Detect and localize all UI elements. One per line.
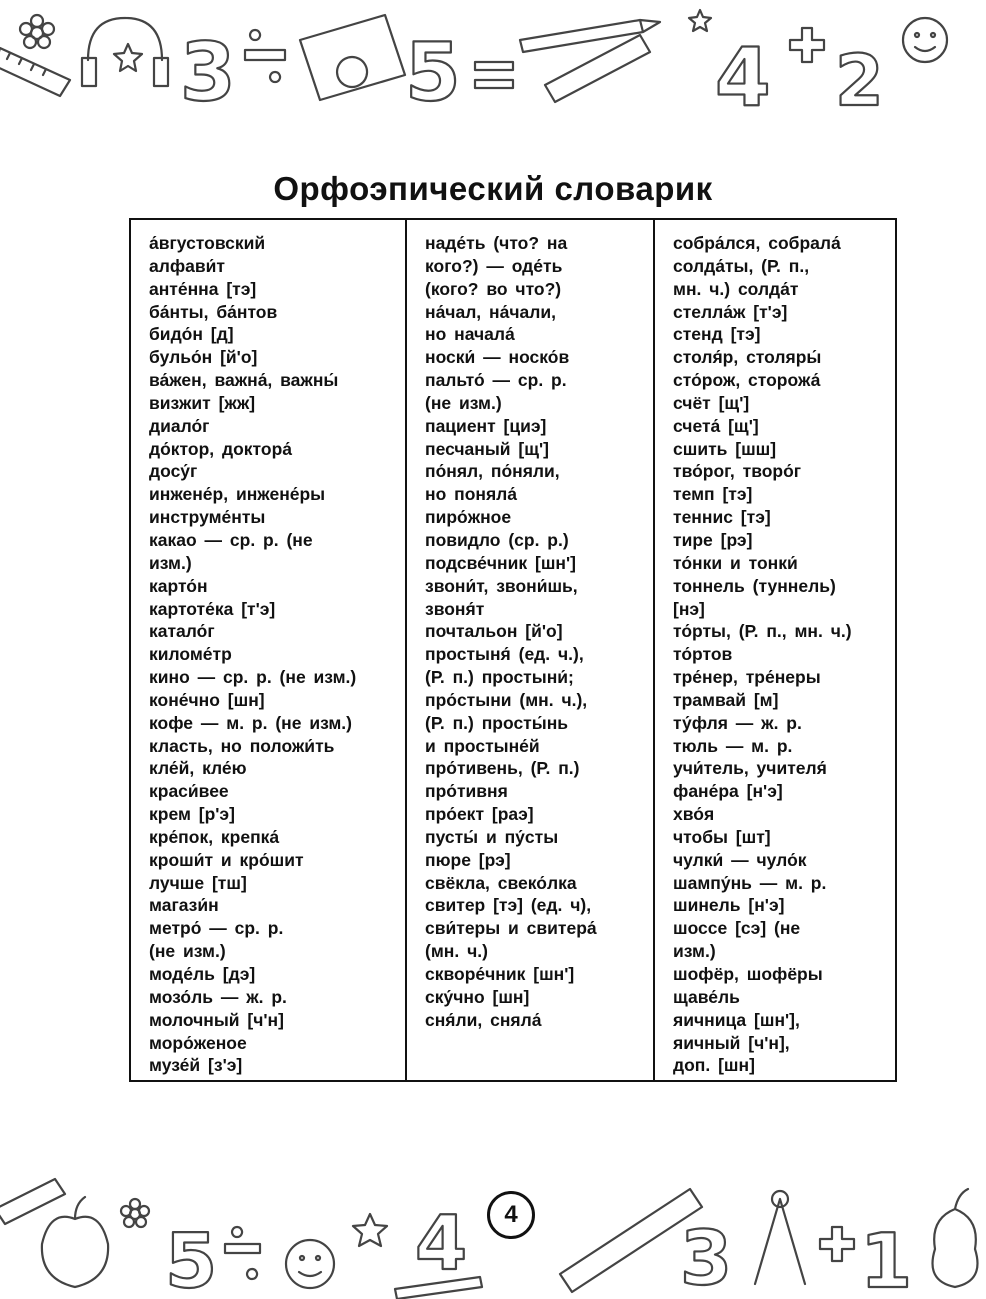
dictionary-entry: то́ртов bbox=[673, 644, 733, 665]
dictionary-entry: инжене́р, инжене́ры bbox=[149, 484, 326, 505]
dictionary-entry: бидо́н [д] bbox=[149, 324, 234, 345]
dictionary-entry: инструме́нты bbox=[149, 507, 266, 528]
dictionary-column-1 bbox=[131, 220, 405, 1080]
dictionary-entry: скворе́чник [шн'] bbox=[425, 964, 575, 984]
dictionary-entry: пюре [рэ] bbox=[425, 849, 511, 870]
dictionary-entry: крем [р'э] bbox=[149, 804, 235, 825]
ruler-icon bbox=[0, 1179, 65, 1224]
dictionary-entry: тре́нер, тре́неры bbox=[673, 667, 821, 688]
top-doodle-banner bbox=[0, 0, 986, 130]
dictionary-entry: ба́нты, ба́нтов bbox=[149, 301, 278, 322]
dictionary-entry: тоннель (туннель) bbox=[673, 575, 836, 596]
dictionary-entry: лучше [тш] bbox=[149, 872, 247, 893]
dictionary-entry: визжит [жж] bbox=[149, 392, 256, 413]
dictionary-entry: картоте́ка [т'э] bbox=[149, 598, 276, 619]
dictionary-entry: тире [рэ] bbox=[673, 529, 753, 550]
dictionary-entry: звони́т, звони́шь, bbox=[425, 575, 578, 596]
dictionary-entry: магази́н bbox=[149, 895, 219, 916]
dictionary-entry: какао — ср. р. (не bbox=[149, 529, 313, 550]
dictionary-entry: киломе́тр bbox=[149, 644, 232, 665]
digit-five-doodle: 5 bbox=[405, 26, 461, 119]
dictionary-entry: молочный [ч'н] bbox=[149, 1009, 284, 1030]
dictionary-entry: диало́г bbox=[149, 415, 210, 436]
dictionary-entry: катало́г bbox=[149, 621, 215, 642]
bottom-doodle-banner bbox=[0, 1169, 986, 1299]
dictionary-entry: ту́фля — ж. р. bbox=[673, 712, 802, 733]
page-title: Орфоэпический словарик bbox=[273, 170, 713, 207]
dictionary-entry: [нэ] bbox=[673, 598, 705, 619]
dictionary-entry: про́тивень, (Р. п.) bbox=[425, 758, 580, 779]
dictionary-entry: наде́ть (что? на bbox=[425, 233, 568, 253]
dictionary-entry: досу́г bbox=[149, 461, 198, 482]
pear-icon bbox=[933, 1189, 978, 1287]
dictionary-entry: шофёр, шофёры bbox=[673, 964, 823, 984]
dictionary-entry: до́ктор, доктора́ bbox=[149, 438, 293, 459]
dictionary-entry: счёт [щ'] bbox=[673, 392, 750, 413]
dictionary-entry: кре́пок, крепка́ bbox=[149, 826, 280, 847]
apple-icon bbox=[42, 1197, 108, 1287]
dictionary-entry: стелла́ж [т'э] bbox=[673, 301, 788, 322]
dictionary-entry: бульо́н [й'о] bbox=[149, 347, 258, 368]
dictionary-entry: шампу́нь — м. р. bbox=[673, 872, 827, 893]
dictionary-entry: (не изм.) bbox=[149, 941, 226, 962]
dictionary-entry: (не изм.) bbox=[425, 392, 502, 413]
dictionary-entry: пусты́ и пу́сты bbox=[425, 826, 559, 847]
dictionary-entry: мозо́ль — ж. р. bbox=[149, 986, 287, 1007]
dictionary-entry: пальто́ — ср. р. bbox=[425, 370, 567, 391]
dictionary-entry: столя́р, столяры́ bbox=[673, 347, 822, 368]
star-icon bbox=[353, 1214, 387, 1246]
minus-doodle bbox=[245, 30, 285, 82]
dictionary-entry: но поняла́ bbox=[425, 484, 518, 505]
dictionary-entry: кроши́т и кро́шит bbox=[149, 849, 304, 870]
dictionary-entry: по́нял, по́няли, bbox=[425, 461, 560, 482]
dictionary-entry: свёкла, свеко́лка bbox=[425, 872, 577, 893]
dictionary-entry: песчаный [щ'] bbox=[425, 438, 549, 459]
dictionary-entry: коне́чно [шн] bbox=[149, 689, 265, 710]
dictionary-entry: тво́рог, творо́г bbox=[673, 461, 802, 482]
dictionary-entry: счета́ [щ'] bbox=[673, 415, 759, 436]
dictionary-entry: стенд [тэ] bbox=[673, 324, 761, 345]
dictionary-entry: про́ект [раэ] bbox=[425, 804, 534, 825]
compass-icon bbox=[755, 1191, 805, 1284]
dictionary-column-2 bbox=[405, 220, 653, 1080]
dictionary-entry: но начала́ bbox=[425, 324, 515, 345]
dictionary-entry: (мн. ч.) bbox=[425, 941, 488, 962]
dictionary-entry: пациент [циэ] bbox=[425, 415, 547, 436]
dictionary-entry: и простыне́й bbox=[425, 735, 540, 756]
dictionary-entry: моро́женое bbox=[149, 1032, 247, 1053]
digit-three-doodle: 3 bbox=[180, 26, 236, 119]
dictionary-entry: карто́н bbox=[149, 575, 208, 596]
equals-doodle bbox=[475, 62, 513, 88]
dictionary-entry: (Р. п.) просты́нь bbox=[425, 712, 569, 733]
dictionary-entry: шинель [н'э] bbox=[673, 895, 785, 916]
money-bill-icon bbox=[300, 15, 405, 100]
dictionary-entry: музе́й [з'э] bbox=[149, 1055, 243, 1076]
dictionary-entry: ску́чно [шн] bbox=[425, 986, 530, 1007]
dictionary-entry: сто́рож, сторожа́ bbox=[673, 370, 821, 391]
ruler-icon bbox=[0, 48, 70, 96]
dictionary-entry: анте́нна [тэ] bbox=[149, 278, 257, 299]
dictionary-entry: чтобы [шт] bbox=[673, 826, 771, 847]
dictionary-entry: про́тивня bbox=[425, 781, 508, 802]
digit-two-doodle: 2 bbox=[835, 40, 884, 122]
dictionary-entry: изм.) bbox=[149, 552, 192, 573]
digit-five-doodle: 5 bbox=[165, 1217, 218, 1299]
dictionary-entry: кле́й, кле́ю bbox=[149, 758, 247, 779]
dictionary-entry: простыня́ (ед. ч.), bbox=[425, 644, 584, 665]
digit-four-doodle: 4 bbox=[415, 1199, 468, 1287]
dictionary-entry: солда́ты, (Р. п., bbox=[673, 255, 810, 276]
digit-one-doodle: 1 bbox=[860, 1217, 913, 1299]
dictionary-entry: класть, но положи́ть bbox=[149, 735, 335, 756]
dictionary-entry: сви́теры и свитера́ bbox=[425, 918, 597, 939]
flower-icon bbox=[121, 1199, 149, 1227]
dictionary-entry: щаве́ль bbox=[673, 986, 740, 1007]
dictionary-entry: теннис [тэ] bbox=[673, 507, 771, 528]
dictionary-entry: пиро́жное bbox=[425, 507, 512, 528]
dictionary-column-3 bbox=[653, 220, 895, 1080]
dictionary-entry: подсве́чник [шн'] bbox=[425, 552, 576, 573]
dictionary-entry: чулки́ — чуло́к bbox=[673, 849, 807, 870]
dictionary-entry: (кого? во что?) bbox=[425, 278, 562, 299]
dictionary-entry: кофе — м. р. (не изм.) bbox=[149, 712, 352, 733]
dictionary-entry: на́чал, на́чали, bbox=[425, 301, 556, 322]
plus-doodle bbox=[820, 1227, 854, 1261]
dictionary-entry: а́вгустовский bbox=[149, 233, 266, 253]
dictionary-entry: почтальон [й'о] bbox=[425, 621, 563, 642]
dictionary-entry: метро́ — ср. р. bbox=[149, 918, 284, 939]
dictionary-entry: доп. [шн] bbox=[673, 1055, 755, 1076]
star-icon-2 bbox=[689, 10, 711, 31]
smiley-face-icon bbox=[903, 18, 947, 62]
dictionary-entry: яичница [шн'], bbox=[673, 1009, 800, 1030]
dictionary-entry: яичный [ч'н], bbox=[673, 1032, 790, 1053]
dictionary-entry: моде́ль [дэ] bbox=[149, 964, 256, 984]
digit-three-doodle: 3 bbox=[680, 1214, 733, 1299]
dictionary-entry: учи́тель, учителя́ bbox=[673, 758, 827, 779]
dictionary-entry: собра́лся, собрала́ bbox=[673, 233, 841, 253]
dictionary-entry: то́рты, (Р. п., мн. ч.) bbox=[673, 621, 852, 642]
plus-doodle bbox=[790, 28, 824, 62]
dictionary-entry: сшить [шш] bbox=[673, 438, 777, 459]
dictionary-table bbox=[129, 218, 897, 1082]
dictionary-entry: свитер [тэ] (ед. ч), bbox=[425, 895, 592, 916]
dictionary-entry: алфави́т bbox=[149, 255, 225, 276]
dictionary-entry: (Р. п.) простыни́; bbox=[425, 667, 574, 688]
dictionary-entry: носки́ — носко́в bbox=[425, 347, 570, 368]
dictionary-entry: шоссе [сэ] (не bbox=[673, 918, 801, 939]
dictionary-entry: сня́ли, сняла́ bbox=[425, 1009, 542, 1030]
dictionary-entry: кино — ср. р. (не изм.) bbox=[149, 667, 357, 688]
dictionary-entry: изм.) bbox=[673, 941, 716, 962]
flower-icon bbox=[20, 15, 54, 48]
dictionary-entry: трамвай [м] bbox=[673, 689, 779, 710]
dictionary-entry: хво́я bbox=[673, 804, 715, 825]
dictionary-entry: мн. ч.) солда́т bbox=[673, 278, 799, 299]
dictionary-entry: тюль — м. р. bbox=[673, 735, 793, 756]
dictionary-entry: фане́ра [н'э] bbox=[673, 781, 783, 802]
dictionary-entry: ва́жен, важна́, важны́ bbox=[149, 370, 339, 391]
dictionary-entry: темп [тэ] bbox=[673, 484, 753, 505]
dictionary-entry: повидло (ср. р.) bbox=[425, 529, 569, 550]
dictionary-entry: кого?) — оде́ть bbox=[425, 255, 563, 276]
star-icon bbox=[114, 44, 142, 71]
smiley-face-icon bbox=[286, 1240, 334, 1288]
dictionary-entry: звоня́т bbox=[425, 598, 485, 619]
dictionary-entry: про́стыни (мн. ч.), bbox=[425, 689, 588, 710]
minus-doodle bbox=[225, 1227, 260, 1279]
digit-four-doodle: 4 bbox=[715, 31, 771, 124]
dictionary-entry: краси́вее bbox=[149, 781, 229, 802]
page-number: 4 bbox=[487, 1191, 535, 1239]
dictionary-entry: то́нки и тонки́ bbox=[673, 552, 798, 573]
